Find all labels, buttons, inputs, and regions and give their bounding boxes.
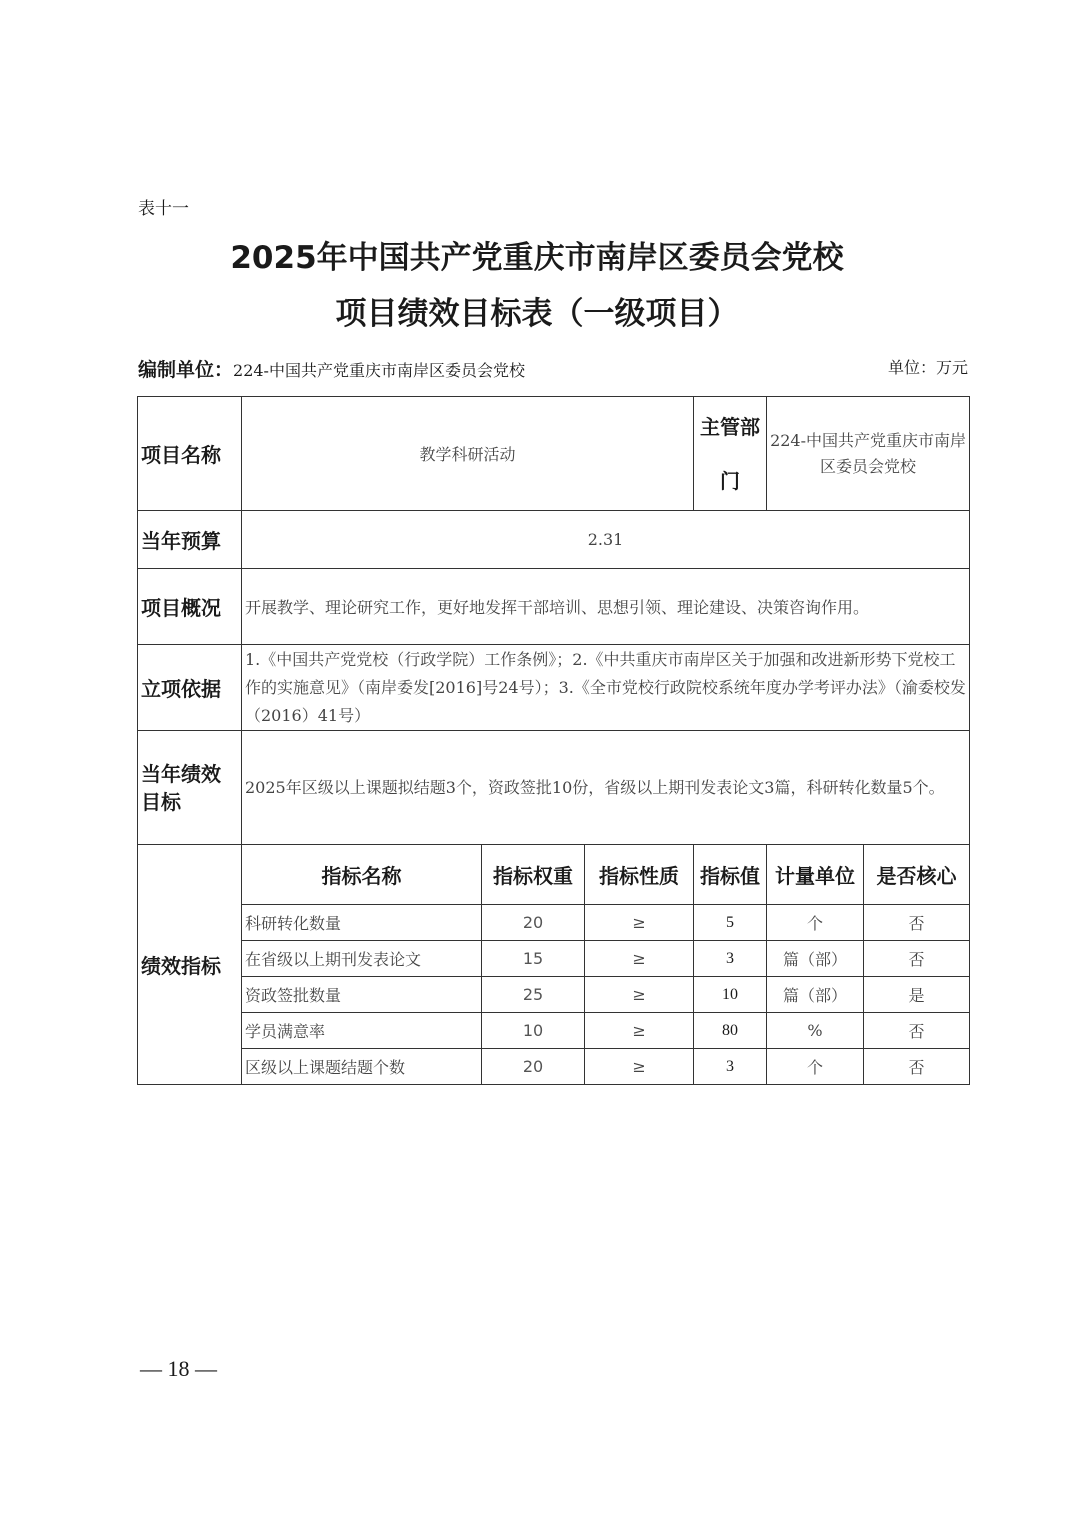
unit-info bbox=[138, 355, 525, 382]
header-is-core: 是否核心 bbox=[864, 845, 970, 905]
performance-table bbox=[137, 396, 970, 1085]
indicator-unit: 个 bbox=[767, 1049, 864, 1085]
project-name-label: 项目名称 bbox=[138, 397, 242, 511]
indicator-value: 10 bbox=[694, 977, 767, 1013]
unit-value: 224-中国共产党重庆市南岸区委员会党校 bbox=[233, 361, 525, 380]
overview-value: 开展教学、理论研究工作，更好地发挥干部培训、思想引领、理论建设、决策咨询作用。 bbox=[242, 569, 970, 645]
indicator-name: 资政签批数量 bbox=[242, 977, 482, 1013]
indicator-nature: ≥ bbox=[585, 941, 694, 977]
indicator-weight: 10 bbox=[482, 1013, 585, 1049]
unit-label: 编制单位： bbox=[138, 359, 234, 381]
indicator-nature: ≥ bbox=[585, 1049, 694, 1085]
indicator-header-row bbox=[138, 845, 970, 905]
header-indicator-nature: 指标性质 bbox=[585, 845, 694, 905]
header-indicator-weight: 指标权重 bbox=[482, 845, 585, 905]
indicator-weight: 20 bbox=[482, 1049, 585, 1085]
row-goal bbox=[138, 731, 970, 845]
indicator-core: 否 bbox=[864, 905, 970, 941]
row-budget bbox=[138, 511, 970, 569]
indicator-value: 5 bbox=[694, 905, 767, 941]
indicator-weight: 25 bbox=[482, 977, 585, 1013]
indicator-unit: 个 bbox=[767, 905, 864, 941]
row-overview bbox=[138, 569, 970, 645]
table-row bbox=[138, 977, 970, 1013]
indicators-label: 绩效指标 bbox=[138, 845, 242, 1085]
table-label: 表十一 bbox=[138, 199, 189, 219]
overview-label: 项目概况 bbox=[138, 569, 242, 645]
indicator-nature: ≥ bbox=[585, 977, 694, 1013]
dept-value: 224-中国共产党重庆市南岸区委员会党校 bbox=[767, 397, 970, 511]
indicator-core: 否 bbox=[864, 1049, 970, 1085]
indicator-core: 否 bbox=[864, 941, 970, 977]
basis-label: 立项依据 bbox=[138, 645, 242, 731]
indicator-value: 3 bbox=[694, 941, 767, 977]
indicator-unit: 篇（部） bbox=[767, 977, 864, 1013]
row-project-name bbox=[138, 397, 970, 511]
indicator-unit: 篇（部） bbox=[767, 941, 864, 977]
table-row bbox=[138, 1013, 970, 1049]
indicator-name: 学员满意率 bbox=[242, 1013, 482, 1049]
page-subtitle: 项目绩效目标表（一级项目） bbox=[335, 296, 739, 332]
indicator-value: 80 bbox=[694, 1013, 767, 1049]
indicator-weight: 15 bbox=[482, 941, 585, 977]
header-indicator-value: 指标值 bbox=[694, 845, 767, 905]
table-row bbox=[138, 941, 970, 977]
indicator-value: 3 bbox=[694, 1049, 767, 1085]
header-measure-unit: 计量单位 bbox=[767, 845, 864, 905]
table-row bbox=[138, 1049, 970, 1085]
indicator-core: 是 bbox=[864, 977, 970, 1013]
row-basis bbox=[138, 645, 970, 731]
budget-label: 当年预算 bbox=[138, 511, 242, 569]
indicator-name: 在省级以上期刊发表论文 bbox=[242, 941, 482, 977]
indicator-weight: 20 bbox=[482, 905, 585, 941]
goal-label: 当年绩效目标 bbox=[138, 731, 242, 845]
budget-value: 2.31 bbox=[242, 511, 970, 569]
currency-unit: 单位：万元 bbox=[887, 358, 968, 377]
table-row bbox=[138, 905, 970, 941]
indicator-name: 区级以上课题结题个数 bbox=[242, 1049, 482, 1085]
goal-value: 2025年区级以上课题拟结题3个，资政签批10份，省级以上期刊发表论文3篇，科研转化数量5个。 bbox=[242, 731, 970, 845]
page-title: 2025年中国共产党重庆市南岸区委员会党校 bbox=[230, 240, 844, 276]
page-number: — 18 — bbox=[140, 1356, 217, 1381]
indicator-unit: % bbox=[767, 1013, 864, 1049]
indicator-core: 否 bbox=[864, 1013, 970, 1049]
dept-label: 主管部门 bbox=[694, 397, 767, 511]
indicator-nature: ≥ bbox=[585, 1013, 694, 1049]
project-name-value: 教学科研活动 bbox=[242, 397, 694, 511]
indicator-nature: ≥ bbox=[585, 905, 694, 941]
basis-value: 1.《中国共产党党校（行政学院）工作条例》；2.《中共重庆市南岸区关于加强和改进新形势下党校工作的实施意见》（南岸委发[2016]号24号）；3.《全市党校行政院校系统年度办学考评办法》（渝委校发（2016）41号） bbox=[242, 645, 970, 731]
indicator-name: 科研转化数量 bbox=[242, 905, 482, 941]
header-indicator-name: 指标名称 bbox=[242, 845, 482, 905]
